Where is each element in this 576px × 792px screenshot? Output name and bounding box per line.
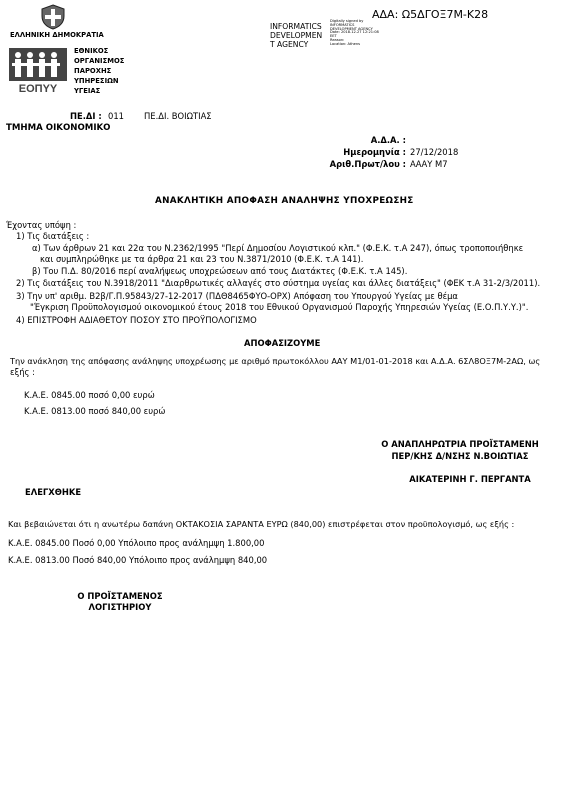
agency-line: T AGENCY	[270, 40, 309, 50]
ada-label: Α.Δ.Α. :	[370, 135, 406, 145]
consideration-item: 2) Τις διατάξεις του Ν.3918/2011 "Διαρθρωτικές αλλαγές στο σύστημα υγείας και άλλες διατάξεις" (ΦΕΚ τ.Α 31-2/3/2011).	[16, 278, 541, 288]
balance-line: Κ.Α.Ε. 0845.00 Ποσό 0,00 Υπόλοιπο προς ανάλημψη 1.800,00	[8, 538, 265, 548]
checked-label: ΕΛΕΓΧΘΗΚΕ	[25, 487, 82, 497]
pedi-label: ΠΕ.ΔΙ :	[70, 111, 102, 121]
stamp-line: INFORMATICS	[330, 22, 355, 27]
hellenic-emblem-icon	[40, 4, 66, 30]
decision-line: Την ανάκληση της απόφασης ανάληψης υποχρέωσης με αριθμό πρωτοκόλλου ΑΑΥ Μ1/01-01-2018 και Α.Δ.Α. 6ΣΛ8ΟΞ7Μ-2ΑΩ, ως	[10, 356, 541, 366]
agency-line: INFORMATICS	[270, 22, 322, 31]
stamp-line: Reason:	[330, 37, 345, 42]
balance-line: Κ.Α.Ε. 0813.00 Ποσό 840,00 Υπόλοιπο προς ανάλημψη 840,00	[8, 555, 268, 565]
department-label: ΤΜΗΜΑ ΟΙΚΟΝΟΜΙΚΟ	[6, 123, 111, 133]
consideration-item: "Έγκριση Προϋπολογισμού οικονομικού έτους 2018 του Εθνικού Οργανισμού Παροχής Υπηρεσιών Υγείας (Ε.Ο.Π.Υ.Υ.)".	[30, 302, 529, 312]
org-line: ΥΠΗΡΕΣΙΩΝ	[74, 77, 119, 85]
kae-line: Κ.Α.Ε. 0845.00 ποσό 0,00 ευρώ	[24, 390, 155, 400]
agency-block	[270, 22, 322, 49]
signatory-name: ΑΙΚΑΤΕΡΙΝΗ Γ. ΠΕΡΓΑΝΤΑ	[409, 474, 531, 484]
stamp-line: EET	[330, 34, 337, 39]
org-line: ΕΘΝΙΚΟΣ	[74, 47, 109, 55]
accounting-title: Ο ΠΡΟΪΣΤΑΜΕΝΟΣ	[77, 591, 163, 601]
agency-line: DEVELOPMEN	[270, 31, 323, 41]
org-line: ΥΓΕΙΑΣ	[74, 87, 101, 95]
consideration-item: 3) Την υπ' αριθμ. Β2β/Γ.Π.95843/27-12-2017 (ΠΔΘ8465ΦΥΟ-ΟΡΧ) Απόφαση του Υπουργού Υγείας με θέμα	[16, 291, 458, 301]
org-line: ΟΡΓΑΝΙΣΜΟΣ	[74, 57, 125, 65]
eopyy-logo-text: ΕΟΠΥΥ	[18, 83, 58, 94]
protocol-label: Αριθ.Πρωτ/λου :	[329, 159, 406, 169]
protocol-value: ΑΑΑΥ Μ7	[410, 159, 448, 169]
consideration-item: β) Του Π.Δ. 80/2016 περί αναλήψεως υποχρεώσεων από τους Διατάκτες (Φ.Ε.Κ. τ.Α 145).	[32, 266, 408, 276]
ada-top: ΑΔΑ: Ω5ΔΓΟΞ7Μ-Κ28	[372, 8, 489, 21]
consideration-item: 1) Τις διατάξεις :	[16, 231, 90, 241]
decision-line: εξής :	[10, 367, 35, 377]
decide-heading: ΑΠΟΦΑΣΙΖΟΥΜΕ	[244, 338, 321, 348]
intro-line: Έχοντας υπόψη :	[6, 220, 77, 230]
date-value: 27/12/2018	[410, 147, 459, 157]
pedi-name: ΠΕ.ΔΙ. ΒΟΙΩΤΙΑΣ	[144, 111, 212, 121]
stamp-line: DEVELOPMENT AGENCY	[330, 26, 373, 31]
consideration-item: α) Των άρθρων 21 και 22α του Ν.2362/1995 "Περί Δημοσίου Λογιστικού κλπ." (Φ.Ε.Κ. τ.Α 247), όπως τροποποιήθηκε	[32, 243, 524, 253]
republic-label: ΕΛΛΗΝΙΚΗ ΔΗΜΟΚΡΑΤΙΑ	[10, 31, 104, 39]
kae-line: Κ.Α.Ε. 0813.00 ποσό 840,00 ευρώ	[24, 406, 166, 416]
consideration-item: και συμπληρώθηκε με τα άρθρα 21 και 23 του Ν.3871/2010 (Φ.Ε.Κ. τ.Α 141).	[40, 254, 364, 264]
confirm-line: Και βεβαιώνεται ότι η ανωτέρω δαπάνη ΟΚΤΑΚΟΣΙΑ ΣΑΡΑΝΤΑ ΕΥΡΩ (840,00) επιστρέφεται στον προϋπολογισμό, ως εξής :	[8, 519, 515, 529]
consideration-item: 4) ΕΠΙΣΤΡΟΦΗ ΑΔΙΑΘΕΤΟΥ ΠΟΣΟΥ ΣΤΟ ΠΡΟΫΠΟΛΟΓΙΣΜΟ	[16, 315, 257, 325]
signatory-title: Ο ΑΝΑΠΛΗΡΩΤΡΙΑ ΠΡΟΪΣΤΑΜΕΝΗ	[381, 439, 539, 449]
document-title: ΑΝΑΚΛΗΤΙΚΗ ΑΠΟΦΑΣΗ ΑΝΑΛΗΨΗΣ ΥΠΟΧΡΕΩΣΗΣ	[155, 196, 414, 206]
accounting-title: ΛΟΓΙΣΤΗΡΙΟΥ	[88, 602, 152, 612]
stamp-line: Digitally signed by	[330, 19, 364, 23]
date-label: Ημερομηνία :	[343, 147, 406, 157]
signature-stamp	[330, 20, 379, 46]
signatory-title: ΠΕΡ/ΚΗΣ Δ/ΝΣΗΣ Ν.ΒΟΙΩΤΙΑΣ	[391, 451, 529, 461]
stamp-line: Location: Athens	[330, 41, 360, 46]
org-line: ΠΑΡΟΧΗΣ	[74, 67, 112, 75]
pedi-code: 011	[108, 111, 124, 121]
eopyy-logo-icon	[9, 48, 67, 94]
stamp-line: Date: 2018.12.27 12:21:08	[330, 30, 379, 35]
